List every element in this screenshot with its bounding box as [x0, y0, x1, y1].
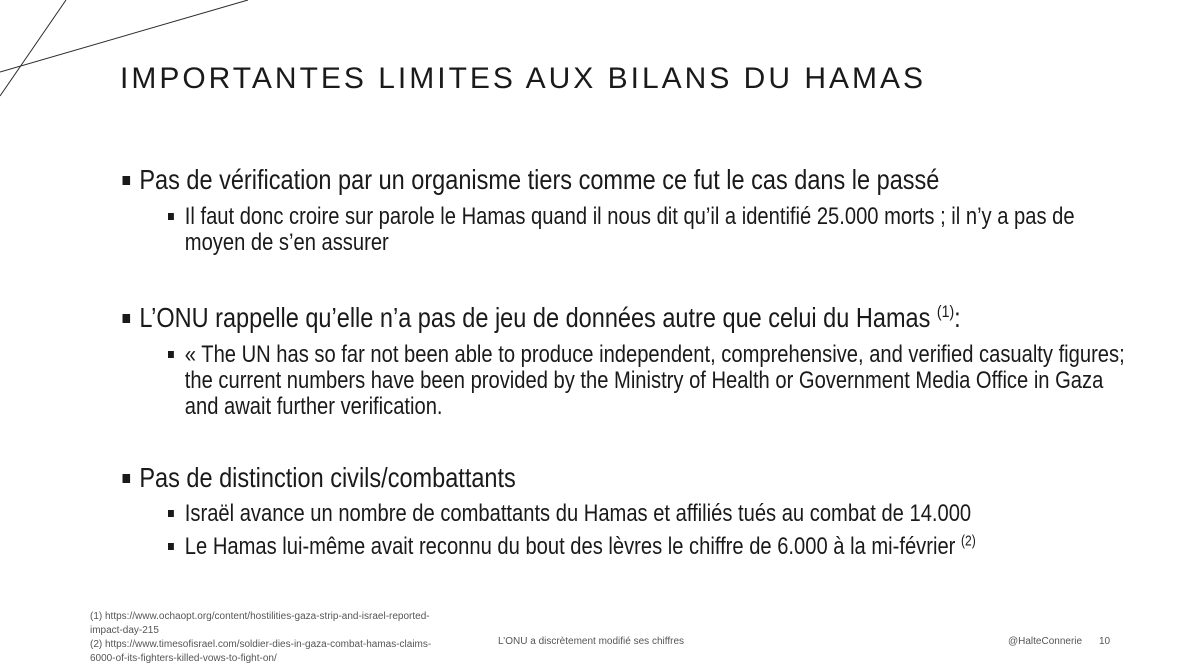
- footer-handle: @HalteConnerie: [1008, 636, 1083, 647]
- footnote-1: (1) https://www.ochaopt.org/content/hostilities-gaza-strip-and-israel-reported-impact-day-215: [90, 611, 430, 636]
- sub-bullet-un-quote: [168, 342, 1134, 420]
- page-number: 10: [1099, 636, 1111, 647]
- sub-bullet-trust: [168, 204, 1134, 256]
- bullet-text: L’ONU rappelle qu’elle n’a pas de jeu de données autre que celui du Hamas: [139, 302, 937, 333]
- bullet-verification: [120, 162, 1164, 198]
- sub-bullet-text: Israël avance un nombre de combattants du Hamas et affiliés tués au combat de 14.000: [184, 500, 972, 527]
- bullet-square: [123, 474, 131, 483]
- bullet-civilians-combatants: [120, 460, 1164, 496]
- decorative-line-1: [0, 0, 66, 96]
- sub-bullet-square: [168, 213, 174, 220]
- footer-note: L’ONU a discrètement modifié ses chiffres: [498, 636, 685, 647]
- footnote-ref-1: (1): [936, 301, 955, 321]
- bullet-square: [123, 314, 131, 323]
- bullet-colon: :: [954, 302, 961, 333]
- footnote-references: [90, 610, 450, 666]
- bullet-un-dataset: [120, 300, 1164, 336]
- sub-bullet-text: « The UN has so far not been able to produce independent, comprehensive, and verified casualty figures; the current numbers have been provided by the Ministry of Health or Government Media Office in Gaza and await further verification.: [184, 341, 1125, 420]
- footnote-ref-2: (2): [960, 533, 976, 550]
- sub-bullet-text: Le Hamas lui-même avait reconnu du bout des lèvres le chiffre de 6.000 à la mi-février: [184, 533, 961, 560]
- sub-bullet-text: Il faut donc croire sur parole le Hamas quand il nous dit qu’il a identifié 25.000 morts ; il n’y a pas de moyen de s’en assurer: [184, 203, 1075, 256]
- sub-bullet-square: [168, 510, 174, 517]
- footnote-2: (2) https://www.timesofisrael.com/soldier-dies-in-gaza-combat-hamas-claims-6000-of-its-fighters-killed-vows-to-fight-on/: [90, 639, 432, 664]
- sub-bullet-square: [168, 543, 174, 550]
- sub-bullet-hamas-count: [168, 534, 1134, 560]
- bullet-text: Pas de vérification par un organisme tiers comme ce fut le cas dans le passé: [139, 164, 940, 195]
- sub-bullet-square: [168, 351, 174, 358]
- bullet-square: [123, 176, 131, 185]
- bullet-text: Pas de distinction civils/combattants: [139, 462, 516, 493]
- sub-bullet-israel-count: [168, 501, 1134, 527]
- slide-title: IMPORTANTES LIMITES AUX BILANS DU HAMAS: [120, 62, 927, 95]
